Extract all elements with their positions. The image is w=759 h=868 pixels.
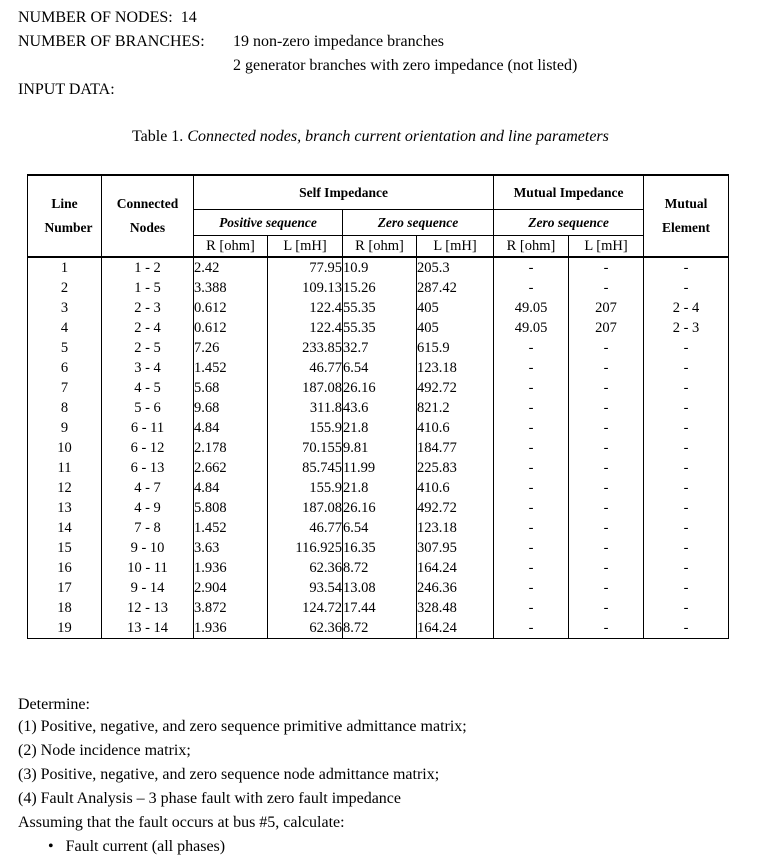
cell-mutual-r: - <box>494 398 569 418</box>
cell-mutual-l: - <box>569 538 644 558</box>
table-caption-title: Connected nodes, branch current orientation and line parameters <box>187 128 609 145</box>
cell-zero-l: 328.48 <box>417 598 494 618</box>
cell-mutual-r: - <box>494 618 569 639</box>
cell-mutual-l: 207 <box>569 318 644 338</box>
cell-line-number: 19 <box>28 618 102 639</box>
cell-pos-l: 116.925 <box>268 538 343 558</box>
header-zero-sequence: Zero sequence <box>343 210 494 236</box>
cell-zero-r: 32.7 <box>343 338 417 358</box>
cell-zero-l: 307.95 <box>417 538 494 558</box>
cell-mutual-element: - <box>644 578 729 598</box>
cell-pos-r: 1.452 <box>194 518 268 538</box>
cell-pos-l: 311.8 <box>268 398 343 418</box>
cell-pos-l: 93.54 <box>268 578 343 598</box>
cell-connected-nodes: 6 - 12 <box>102 438 194 458</box>
cell-zero-r: 11.99 <box>343 458 417 478</box>
cell-pos-l: 77.95 <box>268 257 343 278</box>
cell-zero-l: 821.2 <box>417 398 494 418</box>
cell-zero-r: 6.54 <box>343 518 417 538</box>
task-item-2: (2) Node incidence matrix; <box>18 742 191 759</box>
table-row <box>28 518 729 538</box>
cell-connected-nodes: 6 - 11 <box>102 418 194 438</box>
cell-line-number: 17 <box>28 578 102 598</box>
cell-mutual-r: - <box>494 338 569 358</box>
cell-zero-l: 405 <box>417 298 494 318</box>
cell-pos-l: 155.9 <box>268 478 343 498</box>
determine-label: Determine: <box>18 696 90 713</box>
cell-pos-r: 2.904 <box>194 578 268 598</box>
bullet-icon: • <box>48 838 54 855</box>
header-mutual-r: R [ohm] <box>494 236 569 258</box>
cell-line-number: 10 <box>28 438 102 458</box>
cell-zero-r: 9.81 <box>343 438 417 458</box>
cell-connected-nodes: 1 - 5 <box>102 278 194 298</box>
cell-pos-l: 62.36 <box>268 558 343 578</box>
cell-pos-l: 46.77 <box>268 518 343 538</box>
cell-zero-r: 43.6 <box>343 398 417 418</box>
bullet-text: Fault current (all phases) <box>65 838 226 855</box>
table-caption-prefix: Table 1. <box>132 128 184 145</box>
cell-line-number: 11 <box>28 458 102 478</box>
cell-line-number: 8 <box>28 398 102 418</box>
cell-connected-nodes: 10 - 11 <box>102 558 194 578</box>
cell-pos-r: 1.452 <box>194 358 268 378</box>
cell-pos-r: 7.26 <box>194 338 268 358</box>
cell-pos-r: 1.936 <box>194 618 268 639</box>
task-item-4: (4) Fault Analysis – 3 phase fault with zero fault impedance <box>18 790 402 807</box>
cell-mutual-l: 207 <box>569 298 644 318</box>
cell-pos-r: 4.84 <box>194 418 268 438</box>
cell-zero-l: 164.24 <box>417 558 494 578</box>
cell-connected-nodes: 2 - 4 <box>102 318 194 338</box>
cell-zero-r: 10.9 <box>343 257 417 278</box>
table-row <box>28 257 729 278</box>
table-row <box>28 398 729 418</box>
cell-zero-l: 123.18 <box>417 518 494 538</box>
nodes-label: NUMBER OF NODES: <box>18 9 173 26</box>
cell-mutual-r: - <box>494 378 569 398</box>
cell-mutual-r: - <box>494 498 569 518</box>
table-row <box>28 578 729 598</box>
cell-connected-nodes: 4 - 7 <box>102 478 194 498</box>
cell-mutual-l: - <box>569 478 644 498</box>
cell-line-number: 5 <box>28 338 102 358</box>
cell-zero-r: 21.8 <box>343 478 417 498</box>
cell-mutual-r: - <box>494 257 569 278</box>
cell-mutual-l: - <box>569 418 644 438</box>
cell-pos-r: 2.662 <box>194 458 268 478</box>
cell-mutual-element: - <box>644 498 729 518</box>
table-row <box>28 478 729 498</box>
cell-connected-nodes: 12 - 13 <box>102 598 194 618</box>
cell-mutual-r: - <box>494 478 569 498</box>
cell-mutual-r: 49.05 <box>494 318 569 338</box>
cell-mutual-r: - <box>494 438 569 458</box>
cell-zero-l: 123.18 <box>417 358 494 378</box>
cell-mutual-element: - <box>644 598 729 618</box>
cell-pos-l: 187.08 <box>268 378 343 398</box>
cell-connected-nodes: 4 - 5 <box>102 378 194 398</box>
cell-line-number: 14 <box>28 518 102 538</box>
table-row <box>28 438 729 458</box>
table-row <box>28 358 729 378</box>
table-row <box>28 418 729 438</box>
cell-mutual-element: - <box>644 358 729 378</box>
cell-pos-l: 109.13 <box>268 278 343 298</box>
table-row <box>28 278 729 298</box>
cell-zero-r: 21.8 <box>343 418 417 438</box>
cell-pos-r: 1.936 <box>194 558 268 578</box>
cell-zero-r: 17.44 <box>343 598 417 618</box>
cell-zero-l: 205.3 <box>417 257 494 278</box>
nodes-value: 14 <box>180 9 197 26</box>
cell-line-number: 4 <box>28 318 102 338</box>
task-item-1: (1) Positive, negative, and zero sequence primitive admittance matrix; <box>18 718 467 735</box>
table-caption <box>132 128 609 146</box>
cell-mutual-r: - <box>494 518 569 538</box>
cell-pos-l: 62.36 <box>268 618 343 639</box>
cell-line-number: 12 <box>28 478 102 498</box>
cell-mutual-r: - <box>494 578 569 598</box>
input-data-label: INPUT DATA: <box>18 81 115 98</box>
task-item-3: (3) Positive, negative, and zero sequence node admittance matrix; <box>18 766 440 783</box>
cell-connected-nodes: 9 - 14 <box>102 578 194 598</box>
table-row <box>28 458 729 478</box>
cell-mutual-r: - <box>494 538 569 558</box>
cell-zero-l: 410.6 <box>417 418 494 438</box>
cell-zero-l: 164.24 <box>417 618 494 639</box>
cell-mutual-l: - <box>569 338 644 358</box>
cell-zero-l: 246.36 <box>417 578 494 598</box>
cell-mutual-element: - <box>644 518 729 538</box>
header-zero-r: R [ohm] <box>343 236 417 258</box>
cell-line-number: 6 <box>28 358 102 378</box>
cell-zero-r: 8.72 <box>343 558 417 578</box>
cell-connected-nodes: 7 - 8 <box>102 518 194 538</box>
cell-connected-nodes: 13 - 14 <box>102 618 194 639</box>
header-mutual-l: L [mH] <box>569 236 644 258</box>
cell-mutual-element: - <box>644 378 729 398</box>
cell-mutual-element: 2 - 4 <box>644 298 729 318</box>
cell-zero-l: 492.72 <box>417 498 494 518</box>
cell-mutual-element: - <box>644 458 729 478</box>
cell-zero-l: 184.77 <box>417 438 494 458</box>
cell-connected-nodes: 4 - 9 <box>102 498 194 518</box>
table-row <box>28 318 729 338</box>
cell-pos-l: 85.745 <box>268 458 343 478</box>
cell-pos-r: 9.68 <box>194 398 268 418</box>
header-self-impedance: Self Impedance <box>194 175 494 210</box>
cell-pos-l: 187.08 <box>268 498 343 518</box>
header-mutual-element: Mutual Element <box>644 175 729 257</box>
cell-mutual-l: - <box>569 278 644 298</box>
cell-mutual-l: - <box>569 358 644 378</box>
cell-zero-r: 26.16 <box>343 378 417 398</box>
cell-line-number: 2 <box>28 278 102 298</box>
cell-mutual-r: - <box>494 278 569 298</box>
branches-line-1: 19 non-zero impedance branches <box>233 33 445 50</box>
cell-zero-r: 26.16 <box>343 498 417 518</box>
cell-mutual-r: 49.05 <box>494 298 569 318</box>
cell-mutual-l: - <box>569 398 644 418</box>
table-row <box>28 598 729 618</box>
cell-mutual-l: - <box>569 518 644 538</box>
cell-connected-nodes: 1 - 2 <box>102 257 194 278</box>
table-row <box>28 618 729 639</box>
cell-mutual-element: - <box>644 558 729 578</box>
cell-zero-l: 615.9 <box>417 338 494 358</box>
cell-zero-l: 492.72 <box>417 378 494 398</box>
table-row <box>28 558 729 578</box>
header-pos-r: R [ohm] <box>194 236 268 258</box>
cell-pos-r: 3.872 <box>194 598 268 618</box>
cell-line-number: 3 <box>28 298 102 318</box>
cell-mutual-element: - <box>644 257 729 278</box>
cell-pos-l: 155.9 <box>268 418 343 438</box>
cell-mutual-l: - <box>569 618 644 639</box>
cell-mutual-element: - <box>644 338 729 358</box>
table-row <box>28 378 729 398</box>
header-mutual-zero-sequence: Zero sequence <box>494 210 644 236</box>
cell-connected-nodes: 9 - 10 <box>102 538 194 558</box>
cell-pos-l: 124.72 <box>268 598 343 618</box>
cell-mutual-l: - <box>569 378 644 398</box>
table-row <box>28 538 729 558</box>
cell-zero-l: 225.83 <box>417 458 494 478</box>
cell-zero-r: 55.35 <box>343 298 417 318</box>
cell-zero-l: 287.42 <box>417 278 494 298</box>
cell-line-number: 1 <box>28 257 102 278</box>
cell-mutual-element: - <box>644 438 729 458</box>
cell-mutual-element: - <box>644 618 729 639</box>
cell-zero-l: 410.6 <box>417 478 494 498</box>
cell-mutual-r: - <box>494 358 569 378</box>
cell-zero-r: 15.26 <box>343 278 417 298</box>
cell-pos-r: 0.612 <box>194 318 268 338</box>
cell-pos-r: 3.388 <box>194 278 268 298</box>
table-row <box>28 298 729 318</box>
line-parameters-table <box>27 174 729 639</box>
cell-pos-r: 2.42 <box>194 257 268 278</box>
cell-mutual-l: - <box>569 438 644 458</box>
cell-mutual-l: - <box>569 598 644 618</box>
cell-zero-l: 405 <box>417 318 494 338</box>
cell-pos-r: 2.178 <box>194 438 268 458</box>
cell-pos-l: 122.4 <box>268 298 343 318</box>
cell-line-number: 7 <box>28 378 102 398</box>
cell-connected-nodes: 5 - 6 <box>102 398 194 418</box>
cell-pos-r: 3.63 <box>194 538 268 558</box>
cell-pos-l: 46.77 <box>268 358 343 378</box>
cell-zero-r: 13.08 <box>343 578 417 598</box>
cell-pos-l: 70.155 <box>268 438 343 458</box>
cell-pos-r: 4.84 <box>194 478 268 498</box>
cell-connected-nodes: 6 - 13 <box>102 458 194 478</box>
cell-line-number: 18 <box>28 598 102 618</box>
cell-pos-l: 233.85 <box>268 338 343 358</box>
cell-mutual-element: 2 - 3 <box>644 318 729 338</box>
cell-pos-r: 5.68 <box>194 378 268 398</box>
header-pos-l: L [mH] <box>268 236 343 258</box>
branches-line-2: 2 generator branches with zero impedance (not listed) <box>233 57 578 74</box>
bullet-item <box>48 838 225 856</box>
header-line-number: Line Number <box>28 175 102 257</box>
cell-mutual-element: - <box>644 278 729 298</box>
cell-mutual-element: - <box>644 538 729 558</box>
cell-mutual-l: - <box>569 498 644 518</box>
cell-line-number: 16 <box>28 558 102 578</box>
cell-connected-nodes: 2 - 3 <box>102 298 194 318</box>
cell-mutual-l: - <box>569 558 644 578</box>
table-row <box>28 498 729 518</box>
header-zero-l: L [mH] <box>417 236 494 258</box>
cell-mutual-l: - <box>569 257 644 278</box>
cell-mutual-l: - <box>569 458 644 478</box>
nodes-line <box>18 9 197 27</box>
cell-mutual-r: - <box>494 558 569 578</box>
cell-pos-l: 122.4 <box>268 318 343 338</box>
cell-zero-r: 16.35 <box>343 538 417 558</box>
table-body <box>28 257 729 639</box>
cell-pos-r: 0.612 <box>194 298 268 318</box>
header-positive-sequence: Positive sequence <box>194 210 343 236</box>
cell-zero-r: 6.54 <box>343 358 417 378</box>
header-connected-nodes: Connected Nodes <box>102 175 194 257</box>
branches-label: NUMBER OF BRANCHES: <box>18 33 205 50</box>
cell-line-number: 15 <box>28 538 102 558</box>
cell-mutual-l: - <box>569 578 644 598</box>
header-mutual-impedance: Mutual Impedance <box>494 175 644 210</box>
assuming-text: Assuming that the fault occurs at bus #5, calculate: <box>18 814 345 831</box>
cell-mutual-r: - <box>494 598 569 618</box>
cell-pos-r: 5.808 <box>194 498 268 518</box>
cell-mutual-element: - <box>644 418 729 438</box>
cell-mutual-element: - <box>644 398 729 418</box>
cell-connected-nodes: 3 - 4 <box>102 358 194 378</box>
cell-mutual-r: - <box>494 458 569 478</box>
table-row <box>28 338 729 358</box>
cell-zero-r: 8.72 <box>343 618 417 639</box>
cell-line-number: 13 <box>28 498 102 518</box>
cell-line-number: 9 <box>28 418 102 438</box>
cell-mutual-element: - <box>644 478 729 498</box>
cell-mutual-r: - <box>494 418 569 438</box>
cell-zero-r: 55.35 <box>343 318 417 338</box>
cell-connected-nodes: 2 - 5 <box>102 338 194 358</box>
